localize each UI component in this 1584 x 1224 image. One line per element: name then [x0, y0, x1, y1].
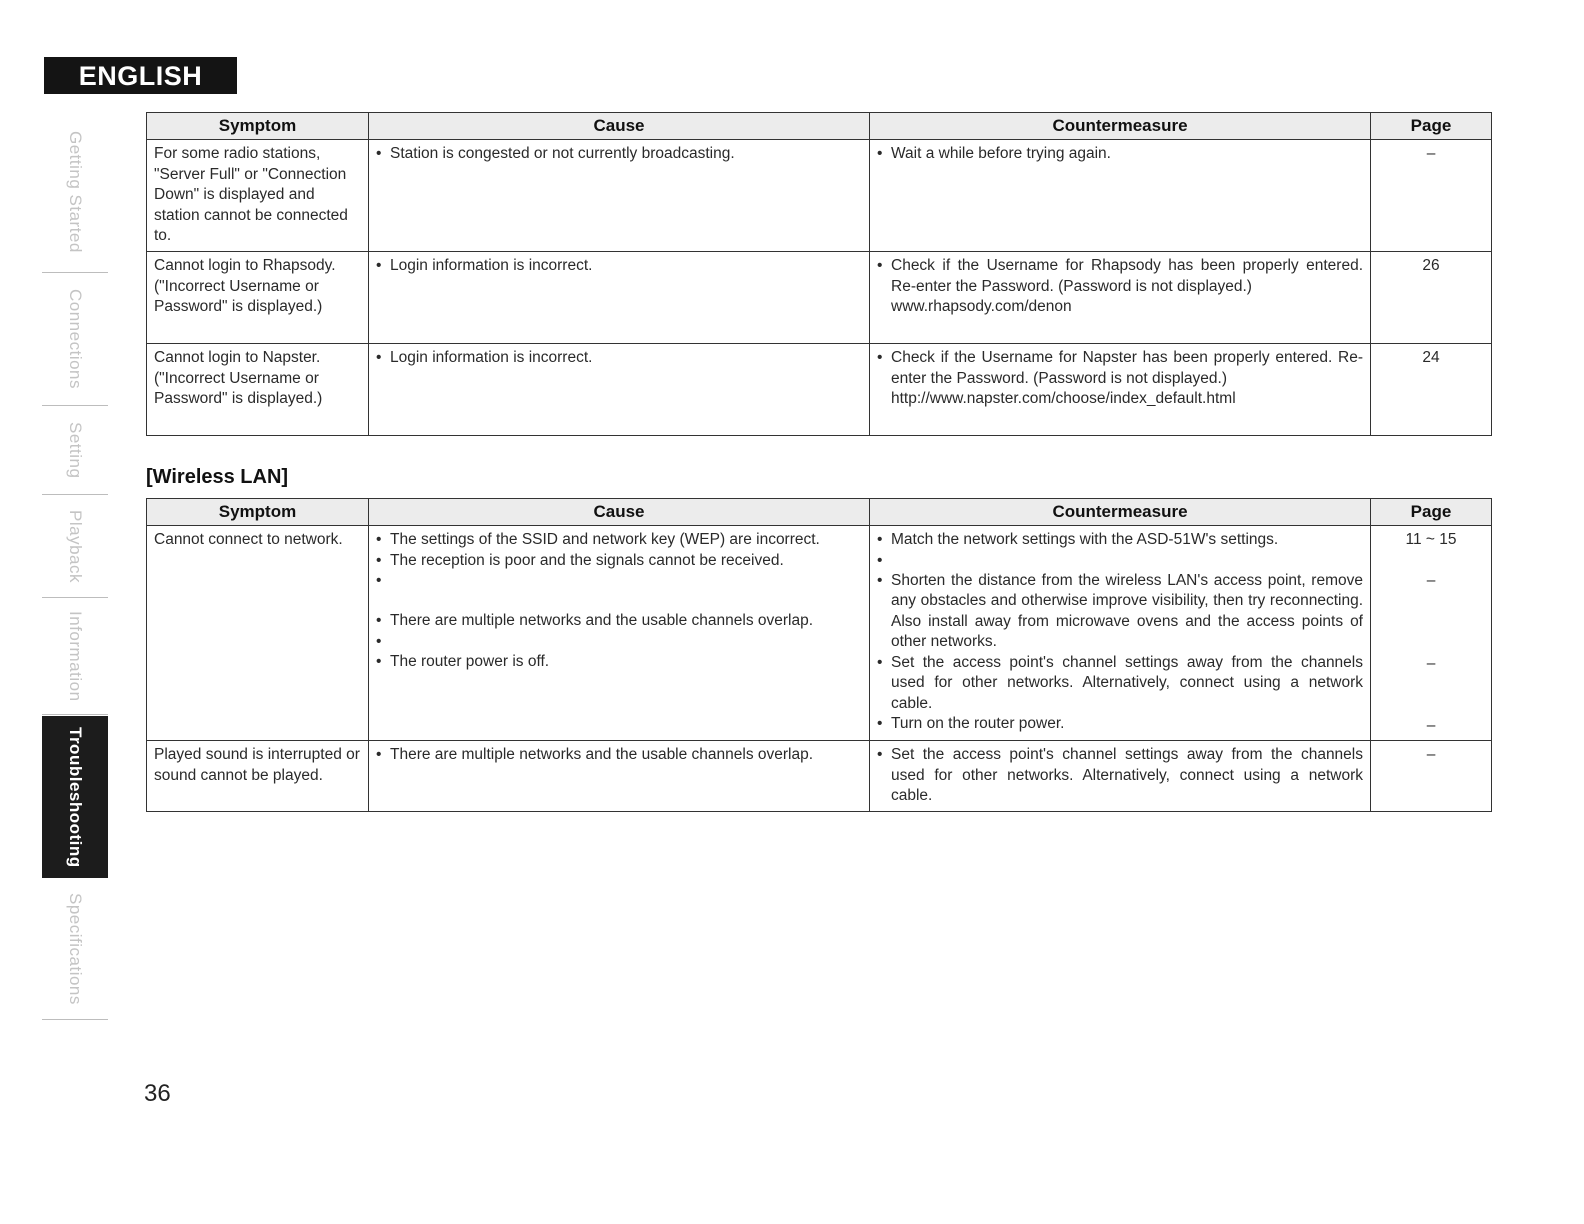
nav-tab-label: Troubleshooting [66, 726, 85, 868]
nav-tab-label: Getting Started [66, 131, 85, 253]
table-row [147, 140, 1492, 252]
symptom-cell: Cannot login to Rhapsody. ("Incorrect Username or Password" is displayed.) [147, 252, 369, 344]
countermeasure-item: • Shorten the distance from the wireless LAN's access point, remove any obstacles and otherwise improve visibility, then try reconnecting. Also install away from microwave ovens and the access points of other networks. [877, 571, 1363, 653]
language-badge: ENGLISH [44, 57, 237, 94]
countermeasure-cell [870, 344, 1371, 436]
page-cell: – [1371, 140, 1492, 252]
cause-item: • Login information is incorrect. [376, 256, 862, 277]
symptom-cell: Cannot connect to network. [147, 526, 369, 741]
nav-tab-label: Setting [66, 421, 85, 479]
symptom-cell: Played sound is interrupted or sound cannot be played. [147, 741, 369, 812]
countermeasure-item: • Check if the Username for Napster has been properly entered. Re-enter the Password. (Password is not displayed.) http://www.napster.com/choose/index_default.html [877, 348, 1363, 410]
side-nav [42, 112, 108, 1027]
column-header-symptom: Symptom [147, 113, 369, 140]
column-header-cause: Cause [369, 113, 870, 140]
nav-tab-label: Playback [66, 509, 85, 583]
page-ref: – [1426, 655, 1436, 672]
nav-tab-label: Connections [66, 288, 85, 389]
cause-item: • The router power is off. [376, 652, 862, 673]
spacer [376, 571, 862, 611]
page-cell [1371, 526, 1492, 741]
spacer [877, 551, 1363, 571]
rhapsody-url: www.rhapsody.com/denon [891, 298, 1072, 315]
column-header-countermeasure: Countermeasure [870, 113, 1371, 140]
column-header-page: Page [1371, 499, 1492, 526]
cause-item: • The settings of the SSID and network key (WEP) are incorrect. [376, 530, 862, 551]
cause-item: • The reception is poor and the signals cannot be received. [376, 551, 862, 572]
nav-tab-label: Information [66, 610, 85, 702]
symptom-cell: Cannot login to Napster. ("Incorrect Username or Password" is displayed.) [147, 344, 369, 436]
page-cell: – [1371, 741, 1492, 812]
nav-tab-information[interactable] [42, 598, 108, 715]
table-row [147, 344, 1492, 436]
column-header-page: Page [1371, 113, 1492, 140]
cause-cell [369, 526, 870, 741]
countermeasure-item: • Turn on the router power. [877, 714, 1363, 735]
nav-tab-getting-started[interactable] [42, 112, 108, 273]
nav-tab-setting[interactable] [42, 406, 108, 495]
countermeasure-cell [870, 140, 1371, 252]
column-header-cause: Cause [369, 499, 870, 526]
countermeasure-item: • Wait a while before trying again. [877, 144, 1363, 165]
table-header-row [147, 113, 1492, 140]
countermeasure-item: • Set the access point's channel settings away from the channels used for other networks. Alternatively, connect using a network cable. [877, 745, 1363, 807]
cause-item: • Login information is incorrect. [376, 348, 862, 369]
napster-url: http://www.napster.com/choose/index_default.html [891, 390, 1236, 407]
countermeasure-item: • Check if the Username for Rhapsody has been properly entered. Re-enter the Password. (Password is not displayed.) www.rhapsody.com/denon [877, 256, 1363, 318]
cause-cell [369, 252, 870, 344]
page-cell: 24 [1371, 344, 1492, 436]
table-row [147, 526, 1492, 741]
cause-item: • There are multiple networks and the usable channels overlap. [376, 611, 862, 632]
countermeasure-item: • Set the access point's channel settings away from the channels used for other networks. Alternatively, connect using a network cable. [877, 653, 1363, 715]
nav-tab-label: Specifications [66, 893, 85, 1005]
cause-item: • Station is congested or not currently broadcasting. [376, 144, 862, 165]
page-cell: 26 [1371, 252, 1492, 344]
cause-cell [369, 344, 870, 436]
troubleshooting-table-network [146, 112, 1492, 436]
cause-cell [369, 140, 870, 252]
page-ref: – [1426, 716, 1436, 734]
page-ref: – [1426, 571, 1436, 589]
page-number: 36 [144, 1080, 171, 1107]
table-header-row [147, 499, 1492, 526]
column-header-countermeasure: Countermeasure [870, 499, 1371, 526]
symptom-cell: For some radio stations, "Server Full" or "Connection Down" is displayed and station cannot be connected to. [147, 140, 369, 252]
countermeasure-item: • Match the network settings with the ASD-51W's settings. [877, 530, 1363, 551]
cause-item: • There are multiple networks and the usable channels overlap. [376, 745, 862, 766]
countermeasure-cell [870, 252, 1371, 344]
spacer [376, 632, 862, 652]
page-ref: 11 ~ 15 [1405, 531, 1457, 548]
column-header-symptom: Symptom [147, 499, 369, 526]
section-title-wireless-lan: [Wireless LAN] [146, 466, 289, 488]
nav-tab-connections[interactable] [42, 273, 108, 406]
nav-tab-playback[interactable] [42, 495, 108, 598]
table-row [147, 741, 1492, 812]
nav-tab-troubleshooting[interactable] [42, 716, 108, 878]
table-row [147, 252, 1492, 344]
countermeasure-cell [870, 526, 1371, 741]
cause-cell [369, 741, 870, 812]
nav-tab-specifications[interactable] [42, 879, 108, 1020]
countermeasure-cell [870, 741, 1371, 812]
troubleshooting-table-wireless-lan [146, 498, 1492, 812]
